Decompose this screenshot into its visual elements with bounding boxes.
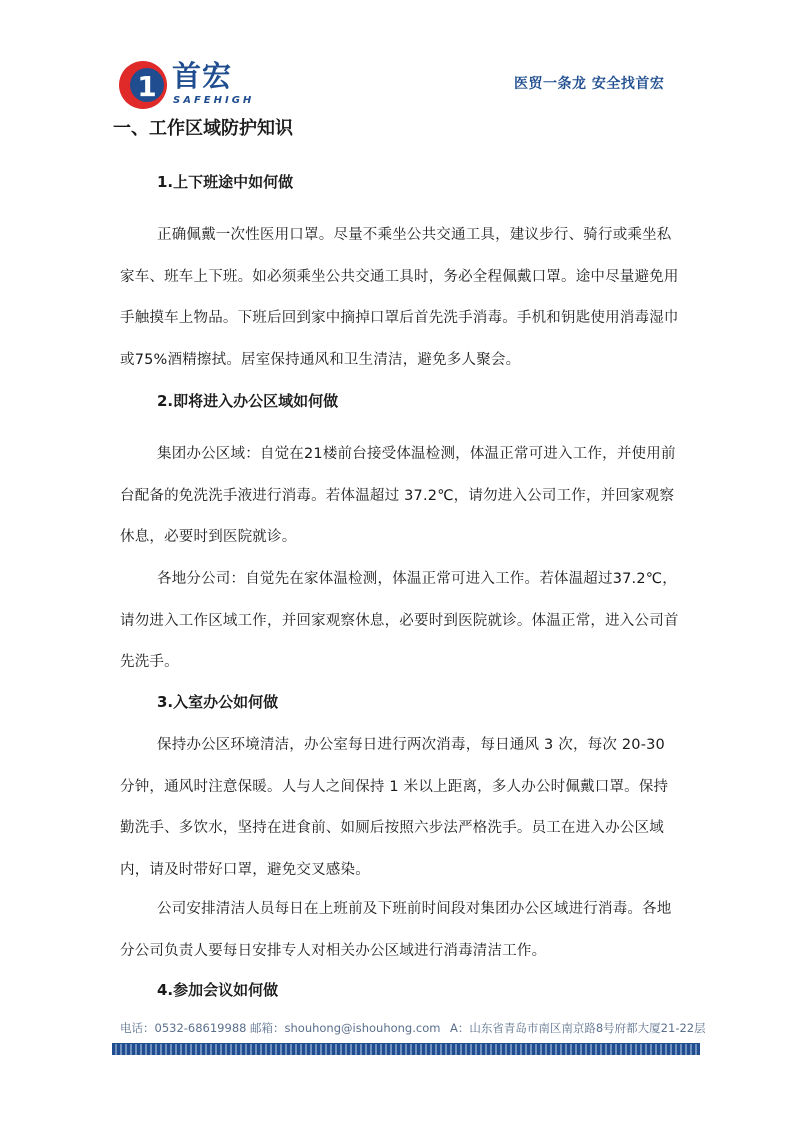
- section-paragraph: 各地分公司：自觉先在家体温检测，体温正常可进入工作。若体温超过37.2℃，请勿进入工作区域工作，并回家观察休息，必要时到医院就诊。体温正常，进入公司首先洗手。: [120, 571, 679, 670]
- section-paragraph: 公司安排清洁人员每日在上班前及下班前时间段对集团办公区域进行消毒。各地分公司负责人要每日安排专人对相关办公区域进行消毒清洁工作。: [120, 901, 672, 959]
- section-heading: 2.即将进入办公区域如何做: [157, 392, 339, 410]
- safehigh-logo-icon: [118, 60, 168, 110]
- page-footer: [0, 1012, 796, 1122]
- section-paragraph: 正确佩戴一次性医用口罩。尽量不乘坐公共交通工具，建议步行、骑行或乘坐私家车、班车上下班。如必须乘坐公共交通工具时，务必全程佩戴口罩。途中尽量避免用手触摸车上物品。下班后回到家中摘掉口罩后首先洗手消毒。手机和钥匙使用消毒湿巾或75%酒精擦拭。居室保持通风和卫生清洁，避免多人聚会。: [120, 227, 679, 368]
- brand-name-en: SAFEHIGH: [173, 95, 255, 106]
- brand-name-cn: 首宏: [172, 59, 233, 93]
- page-header: [0, 0, 796, 112]
- section-paragraph: 保持办公区环境清洁，办公室每日进行两次消毒，每日通风 3 次，每次 20-30 分钟，通风时注意保暖。人与人之间保持 1 米以上距离，多人办公时佩戴口罩。保持勤洗手、多饮水，坚持在进食前、如厕后按照六步法严格洗手。员工在进入办公区域内，请及时带好口罩，避免交叉感染。: [120, 737, 669, 878]
- logo-digit: 1: [137, 70, 157, 103]
- section-paragraph: 集团办公区域：自觉在21楼前台接受体温检测，体温正常可进入工作，并使用前台配备的免洗洗手液进行消毒。若体温超过 37.2℃，请勿进入公司工作，并回家观察休息，必要时到医院就诊。: [120, 446, 676, 545]
- footer-pattern-bar: [112, 1043, 700, 1055]
- header-slogan: 医贸一条龙 安全找首宏: [514, 76, 665, 92]
- section-heading: 3.入室办公如何做: [157, 693, 279, 711]
- footer-address: A：山东省青岛市南区南京路8号府都大厦21-22层: [450, 1021, 706, 1035]
- footer-divider: [112, 1043, 700, 1044]
- section-heading: 1.上下班途中如何做: [157, 173, 294, 191]
- document-title: 一、工作区域防护知识: [113, 118, 293, 139]
- section-heading: 4.参加会议如何做: [157, 981, 279, 999]
- footer-email: 邮箱：shouhong@ishouhong.com: [250, 1021, 441, 1035]
- footer-phone: 电话：0532-68619988: [120, 1021, 247, 1035]
